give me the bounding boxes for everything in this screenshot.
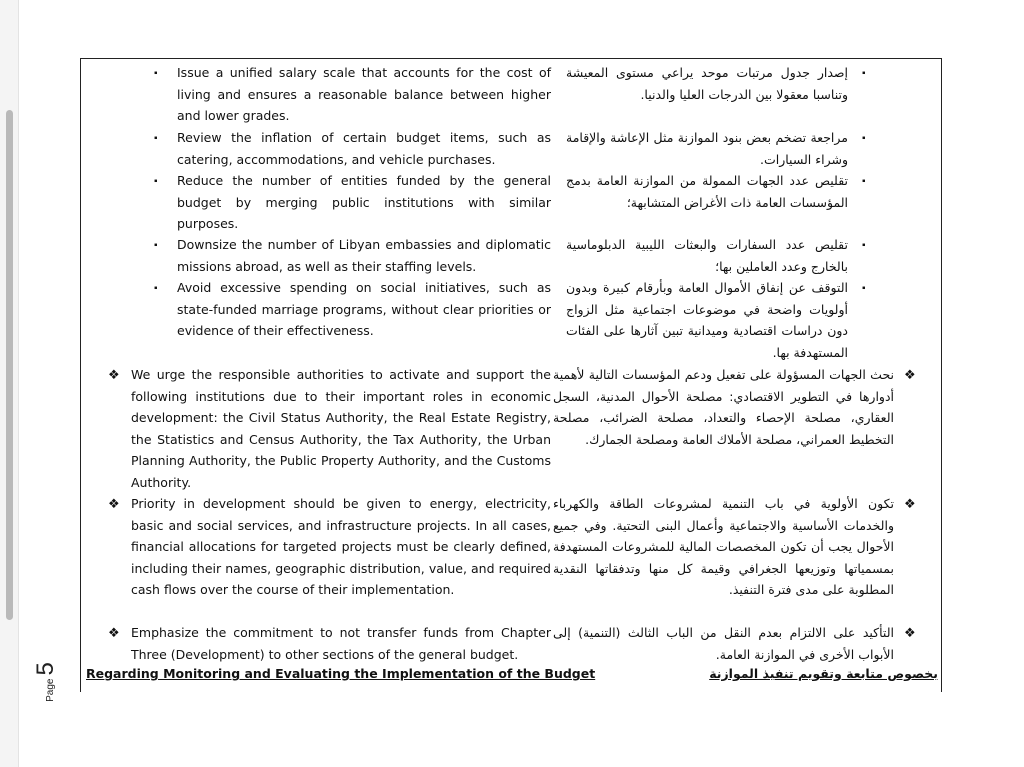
section-heading-english: Regarding Monitoring and Evaluating the Implementation of the Budget <box>86 666 596 681</box>
square-bullet-icon: ▪ <box>862 68 866 79</box>
square-bullet-icon: ▪ <box>154 176 158 187</box>
square-bullet-icon: ▪ <box>154 133 158 144</box>
scrollbar-thumb[interactable] <box>6 110 13 620</box>
en-sub-bullet-1: Issue a unified salary scale that accounts for the cost of living and ensures a reasonable balance between higher and lower grades. <box>177 65 551 123</box>
diamond-bullet-icon: ❖ <box>108 625 120 640</box>
en-sub-bullet-5: Avoid excessive spending on social initiatives, such as state-funded marriage programs, without clear priorities or evidence of their effectiveness. <box>177 280 551 338</box>
ar-sub-bullet-5: التوقف عن إنفاق الأموال العامة وبأرقام كبيرة وبدون أولويات واضحة في موضوعات اجتماعية مثل الزواج دون دراسات اقتصادية وميدانية تبين آثارها على الفئات المستهدفة بها. <box>566 280 848 360</box>
page-number-label <box>30 648 60 708</box>
diamond-bullet-icon: ❖ <box>108 367 120 382</box>
square-bullet-icon: ▪ <box>862 283 866 294</box>
en-sub-bullet-3: Reduce the number of entities funded by the general budget by merging public institutions with similar purposes. <box>177 173 551 231</box>
page-number: 5 <box>32 662 59 676</box>
ar-sub-bullet-1: إصدار جدول مرتبات موحد يراعي مستوى المعيشة وتناسبا معقولا بين الدرجات العليا والدنيا. <box>566 65 848 102</box>
ar-sub-bullet-2: مراجعة تضخم بعض بنود الموازنة مثل الإعاشة والإقامة وشراء السيارات. <box>566 130 848 167</box>
scroll-track[interactable] <box>0 0 19 767</box>
en-sub-bullet-2: Review the inflation of certain budget items, such as catering, accommodations, and vehicle purchases. <box>177 130 551 167</box>
diamond-bullet-icon: ❖ <box>904 496 916 511</box>
en-sub-bullet-4: Downsize the number of Libyan embassies and diplomatic missions abroad, as well as their staffing levels. <box>177 237 551 274</box>
square-bullet-icon: ▪ <box>154 68 158 79</box>
page-word: Page <box>45 678 56 702</box>
en-main-bullet-2: Priority in development should be given to energy, electricity, basic and social services, and infrastructure projects. In all cases, financial allocations for targeted projects must be clearly defined, including their names, geographic distribution, value, and required cash flows over the course of their implementation. <box>131 496 551 597</box>
square-bullet-icon: ▪ <box>862 176 866 187</box>
ar-main-bullet-2: تكون الأولوية في باب التنمية لمشروعات الطاقة والكهرباء والخدمات الأساسية والاجتماعية وأعمال البنى التحتية. وفي جميع الأحوال يجب أن تكون المخصصات المالية للمشروعات المستهدفة بمسمياتها وتوزيعها الجغرافي وقيمة كل منها وتدفقاتها النقدية المطلوبة على مدى فترة التنفيذ. <box>553 496 894 597</box>
square-bullet-icon: ▪ <box>154 240 158 251</box>
ar-sub-bullet-3: تقليص عدد الجهات الممولة من الموازنة العامة بدمج المؤسسات العامة ذات الأغراض المتشابهة؛ <box>566 173 848 210</box>
ar-sub-bullet-4: تقليص عدد السفارات والبعثات الليبية الدبلوماسية بالخارج وعدد العاملين بها؛ <box>566 237 848 274</box>
section-heading-arabic: بخصوص متابعة وتقويم تنفيذ الموازنة <box>709 666 938 681</box>
diamond-bullet-icon: ❖ <box>108 496 120 511</box>
en-main-bullet-1: We urge the responsible authorities to activate and support the following institutions due to their important roles in economic development: the Civil Status Authority, the Real Estate Registry, the Statistics and Census Authority, the Tax Authority, the Urban Planning Authority, the Public Property Authority, and the Customs Authority. <box>131 367 551 490</box>
diamond-bullet-icon: ❖ <box>904 625 916 640</box>
en-main-bullet-3: Emphasize the commitment to not transfer funds from Chapter Three (Development) to other sections of the general budget. <box>131 625 551 662</box>
ar-main-bullet-1: نحث الجهات المسؤولة على تفعيل ودعم المؤسسات التالية لأهمية أدوارها في التطوير الاقتصادي: مصلحة الأحوال المدنية، السجل العقاري، مصلحة الإحصاء والتعداد، مصلحة الضرائب، مصلحة التخطيط العمراني، مصلحة الأملاك العامة ومصلحة الجمارك. <box>553 367 894 447</box>
ar-main-bullet-3: التأكيد على الالتزام بعدم النقل من الباب الثالث (التنمية) إلى الأبواب الأخرى في الموازنة العامة. <box>553 625 894 662</box>
square-bullet-icon: ▪ <box>862 240 866 251</box>
square-bullet-icon: ▪ <box>154 283 158 294</box>
diamond-bullet-icon: ❖ <box>904 367 916 382</box>
square-bullet-icon: ▪ <box>862 133 866 144</box>
